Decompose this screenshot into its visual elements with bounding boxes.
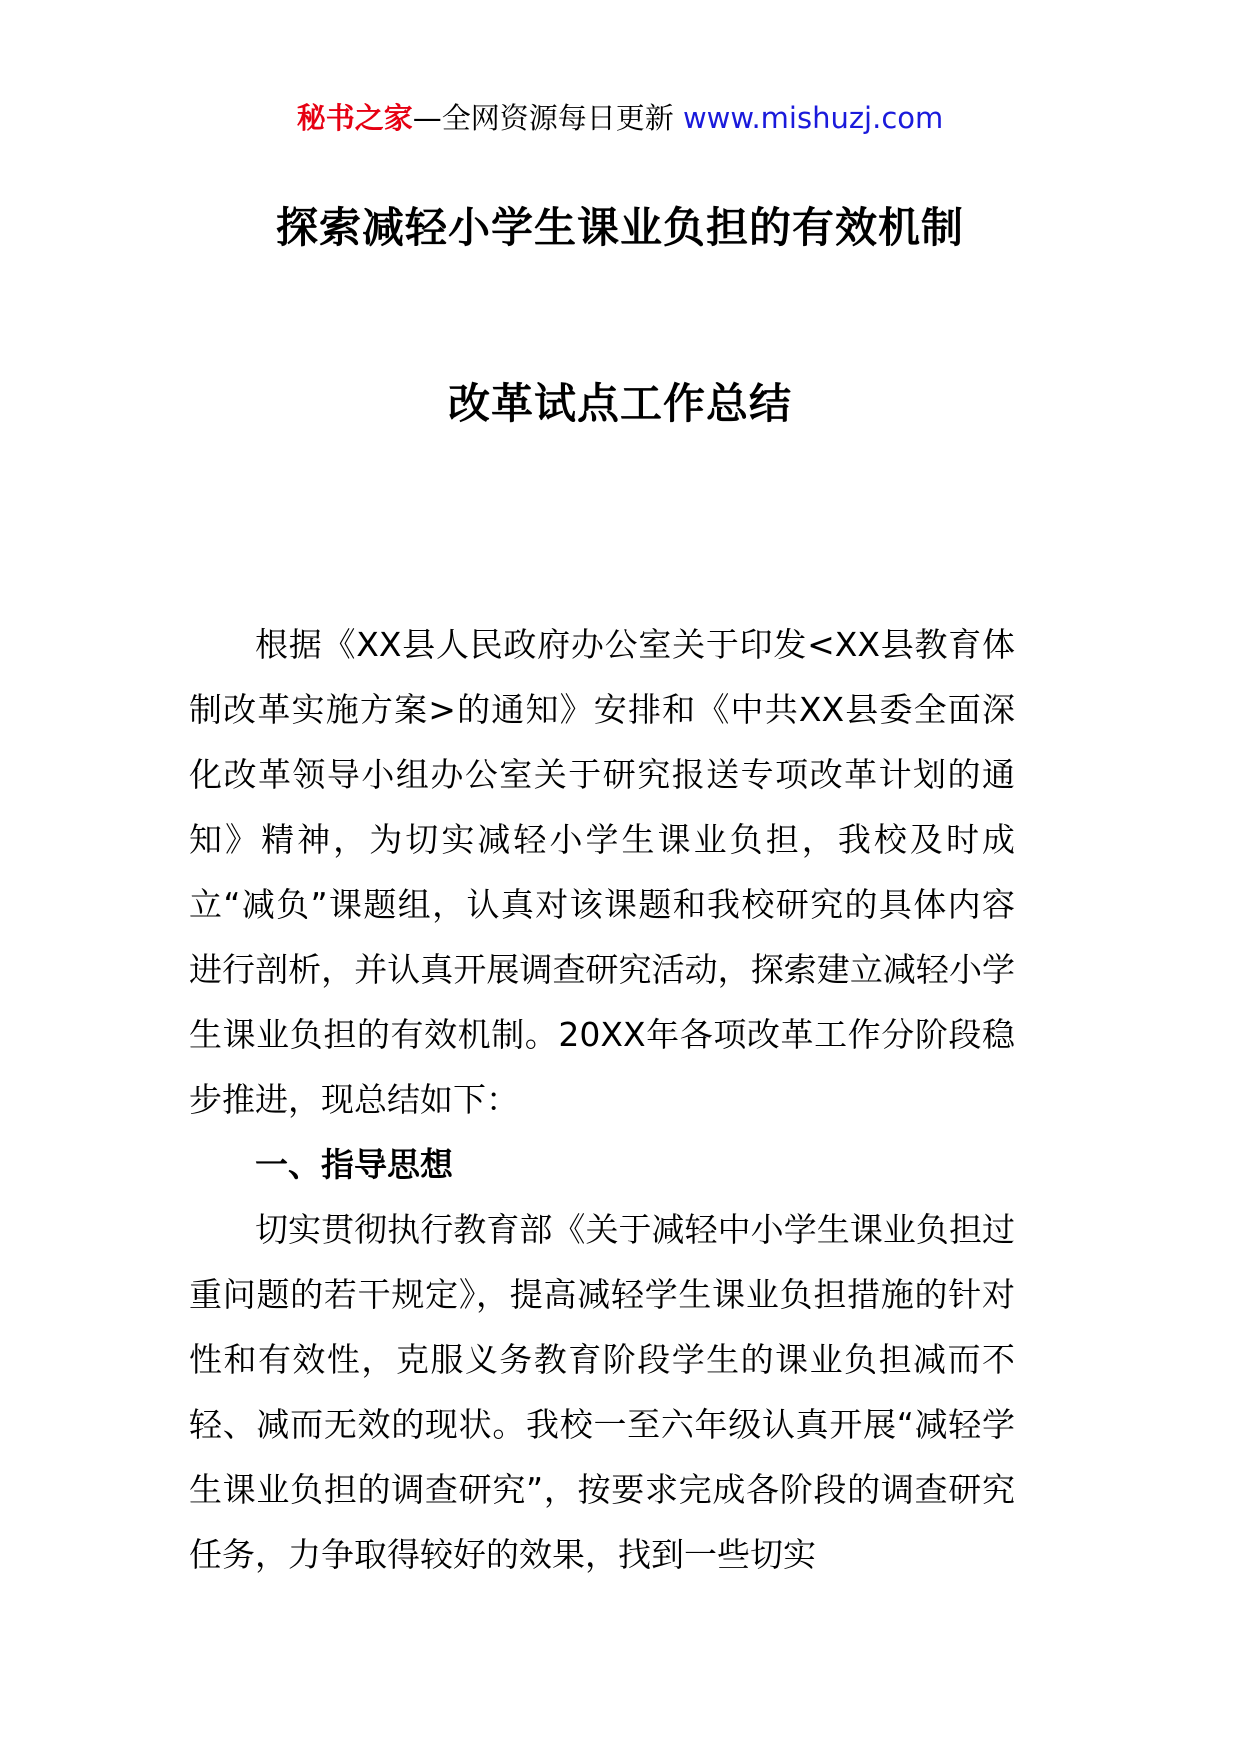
header-slogan: —全网资源每日更新 <box>412 101 674 135</box>
paragraph-guiding-ideology: 切实贯彻执行教育部《关于减轻中小学生课业负担过重问题的若干规定》，提高减轻学生课业负担措施的针对性和有效性，克服义务教育阶段学生的课业负担减而不轻、减而无效的现状。我校一至六年级认真开展“减轻学生课业负担的调查研究”，按要求完成各阶段的调查研究任务，力争取得较好的效果，找到一些切实 <box>189 1210 1015 1574</box>
document-title-line1: 探索减轻小学生课业负担的有效机制 <box>275 203 964 252</box>
section-heading-guiding-ideology: 一、指导思想 <box>255 1145 453 1184</box>
site-url-link[interactable]: www.mishuzj.com <box>682 101 944 135</box>
document-title-line2: 改革试点工作总结 <box>447 379 792 428</box>
document-body <box>189 612 1015 1587</box>
brand-name: 秘书之家 <box>296 101 413 135</box>
site-header <box>0 98 1240 138</box>
paragraph-intro: 根据《XX县人民政府办公室关于印发<XX县教育体制改革实施方案>的通知》安排和《中共XX县委全面深化改革领导小组办公室关于研究报送专项改革计划的通知》精神，为切实减轻小学生课业负担，我校及时成立“减负”课题组，认真对该课题和我校研究的具体内容进行剖析，并认真开展调查研究活动，探索建立减轻小学生课业负担的有效机制。20XX年各项改革工作分阶段稳步推进，现总结如下： <box>189 625 1015 1119</box>
